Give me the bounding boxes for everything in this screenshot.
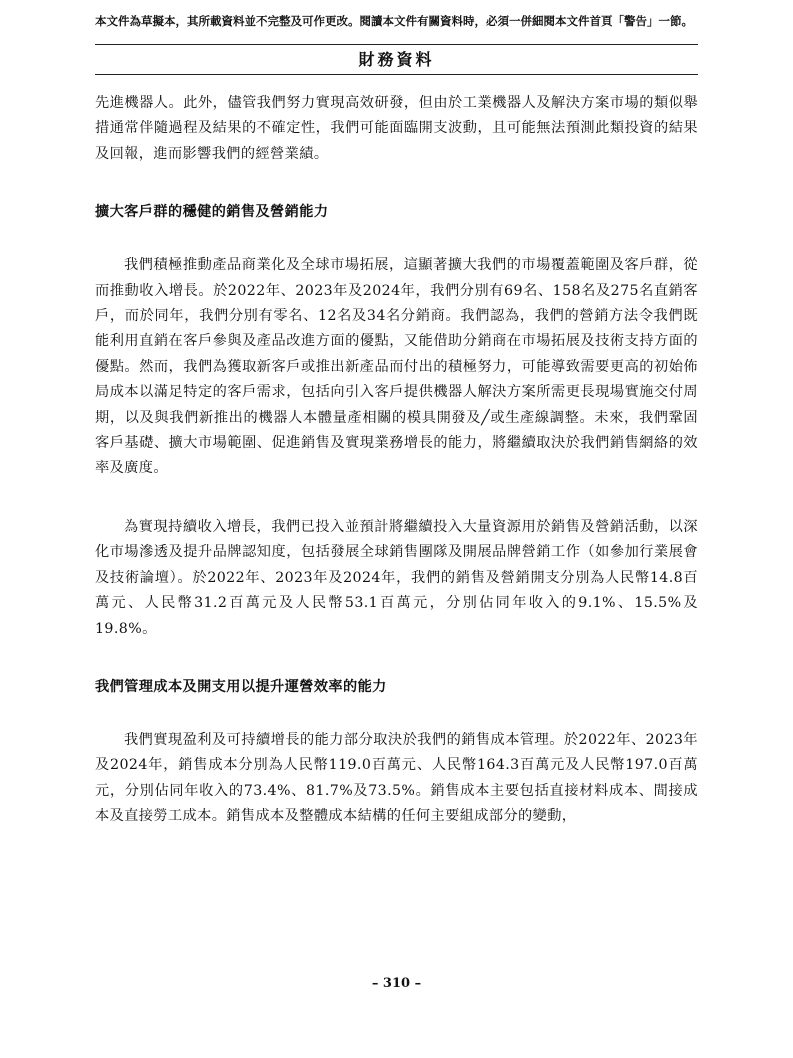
subheading-sales-marketing: 擴大客戶群的穩健的銷售及營銷能力	[95, 204, 329, 221]
header-top-rule	[95, 44, 698, 45]
header-bottom-rule	[95, 74, 698, 75]
draft-disclaimer: 本文件為草擬本，其所載資料並不完整及可作更改。閱讀本文件有關資料時，必須一併細閱本文件首頁「警告」一節。	[95, 14, 693, 28]
page-number: – 310 –	[371, 976, 422, 991]
paragraph-customer-growth: 我們積極推動產品商業化及全球市場拓展，這顯著擴大我們的市場覆蓋範圍及客戶群，從而推動收入增長。於2022年、2023年及2024年，我們分別有69名、158名及275名直銷客戶，而於同年，我們分別有零名、12名及34名分銷商。我們認為，我們的營銷方法令我們既能利用直銷在客戶參與及產品改進方面的優點，又能借助分銷商在市場拓展及技術支持方面的優點。然而，我們為獲取新客戶或推出新產品而付出的積極努力，可能導致需要更高的初始佈局成本以滿足特定的客戶需求，包括向引入客戶提供機器人解決方案所需更長現場實施交付周期，以及與我們新推出的機器人本體量產相關的模具開發及╱或生產線調整。未來，我們鞏固客戶基礎、擴大市場範圍、促進銷售及實現業務增長的能力，將繼續取決於我們銷售網絡的效率及廣度。	[95, 257, 698, 477]
paragraph-cost-of-sales: 我們實現盈利及可持續增長的能力部分取決於我們的銷售成本管理。於2022年、2023年及2024年，銷售成本分別為人民幣119.0百萬元、人民幣164.3百萬元及人民幣197.0百萬元，分別佔同年收入的73.4%、81.7%及73.5%。銷售成本主要包括直接材料成本、間接成本及直接勞工成本。銷售成本及整體成本結構的任何主要組成部分的變動，	[95, 731, 698, 825]
subheading-cost-management: 我們管理成本及開支用以提升運營效率的能力	[95, 678, 387, 695]
document-body	[95, 91, 698, 863]
paragraph-marketing-expenses: 為實現持續收入增長，我們已投入並預計將繼續投入大量資源用於銷售及營銷活動，以深化市場滲透及提升品牌認知度，包括發展全球銷售團隊及開展品牌營銷工作（如參加行業展會及技術論壇）。於2022年、2023年及2024年，我們的銷售及營銷開支分別為人民幣14.8百萬元、人民幣31.2百萬元及人民幣53.1百萬元，分別佔同年收入的9.1%、15.5%及19.8%。	[95, 518, 698, 637]
section-title: 財務資料	[358, 50, 435, 69]
paragraph-continued: 先進機器人。此外，儘管我們努力實現高效研發，但由於工業機器人及解決方案市場的類似舉措通常伴隨過程及結果的不確定性，我們可能面臨開支波動，且可能無法預測此類投資的結果及回報，進而影響我們的經營業績。	[95, 95, 698, 162]
